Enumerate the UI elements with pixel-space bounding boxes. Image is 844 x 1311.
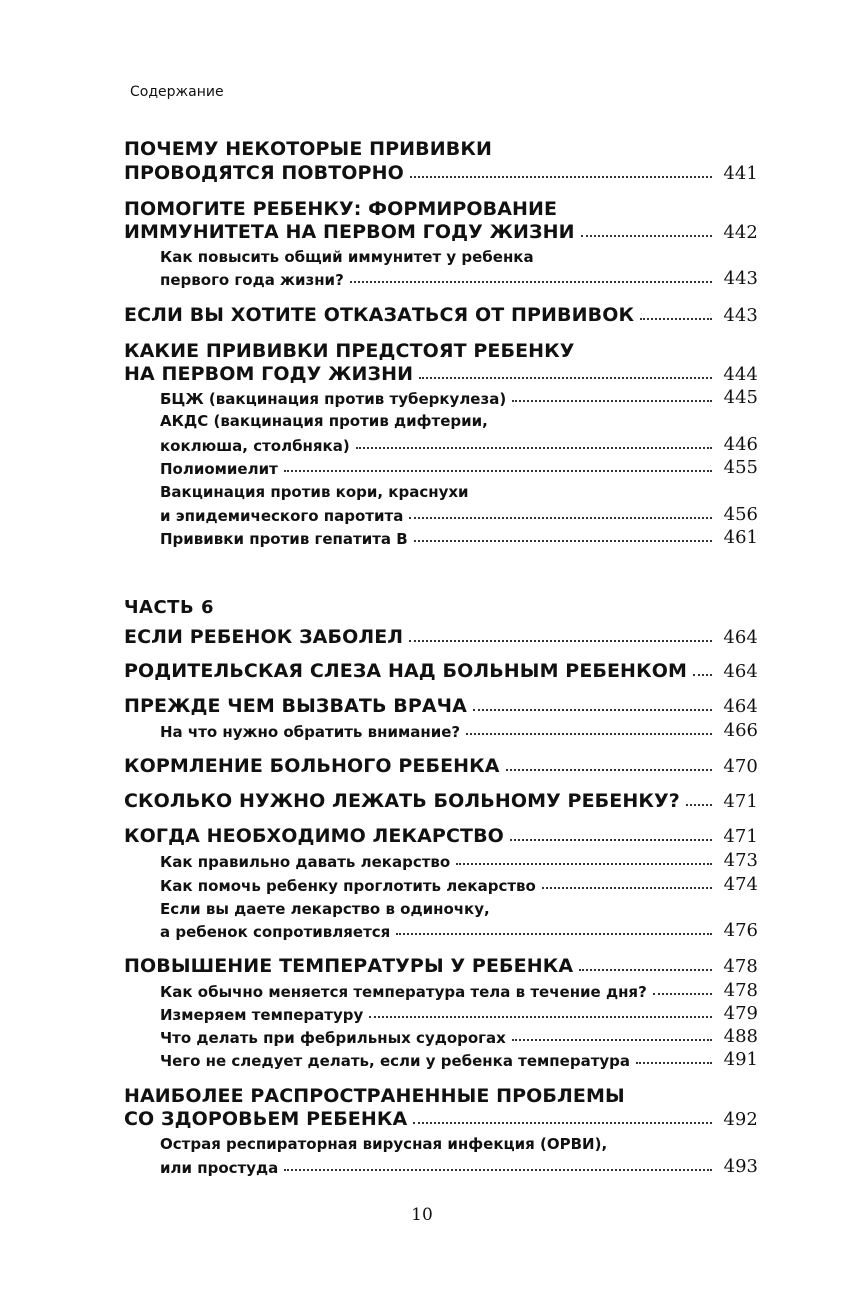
- toc-page-number: 444: [723, 364, 758, 385]
- toc-subentry[interactable]: [160, 1049, 758, 1070]
- leader-dots: [356, 447, 712, 449]
- toc-entry[interactable]: [124, 660, 758, 682]
- leader-dots: [506, 769, 712, 771]
- toc-entry[interactable]: [124, 626, 758, 648]
- toc-subentry[interactable]: [160, 434, 758, 455]
- leader-dots: [409, 517, 712, 519]
- part-label: ЧАСТЬ 6: [124, 597, 214, 618]
- toc-page-number: 471: [723, 826, 758, 847]
- toc-entry[interactable]: [124, 162, 758, 184]
- leader-dots: [284, 1169, 712, 1171]
- toc-entry-title: ЕСЛИ РЕБЕНОК ЗАБОЛЕЛ: [124, 626, 404, 648]
- leader-dots: [419, 377, 712, 379]
- toc-page-number: 442: [723, 222, 758, 243]
- toc-subentry[interactable]: [160, 980, 758, 1001]
- toc-entry-title: ИММУНИТЕТА НА ПЕРВОМ ГОДУ ЖИЗНИ: [124, 221, 575, 243]
- leader-dots: [409, 640, 712, 642]
- toc-entry-title: ПРОВОДЯТСЯ ПОВТОРНО: [124, 162, 404, 184]
- toc-entry[interactable]: [124, 695, 758, 717]
- toc-entry[interactable]: [124, 304, 758, 326]
- toc-page-number: 464: [723, 661, 758, 682]
- toc-subentry-title: БЦЖ (вакцинация против туберкулеза): [160, 390, 507, 408]
- leader-dots: [512, 1039, 712, 1041]
- toc-entry-title: КОРМЛЕНИЕ БОЛЬНОГО РЕБЕНКА: [124, 755, 500, 777]
- leader-dots: [693, 674, 712, 676]
- leader-dots: [640, 318, 712, 320]
- toc-page-number: 492: [723, 1109, 758, 1130]
- running-head: Содержание: [130, 84, 224, 100]
- toc-page-number: 476: [723, 920, 758, 941]
- toc-page-number: 464: [723, 627, 758, 648]
- toc-page-number: 446: [723, 434, 758, 455]
- toc-subentry-title: первого года жизни?: [160, 271, 344, 289]
- toc-subentry-title: Полиомиелит: [160, 460, 278, 478]
- leader-dots: [581, 235, 712, 237]
- toc-entry-title: НАИБОЛЕЕ РАСПРОСТРАНЕННЫЕ ПРОБЛЕМЫ: [124, 1085, 625, 1107]
- leader-dots: [686, 804, 712, 806]
- toc-page-number: 488: [723, 1026, 758, 1047]
- toc-page-number: 441: [723, 163, 758, 184]
- leader-dots: [413, 1122, 712, 1124]
- leader-dots: [542, 887, 712, 889]
- leader-dots: [284, 470, 712, 472]
- leader-dots: [466, 733, 712, 735]
- leader-dots: [653, 993, 712, 995]
- leader-dots: [350, 281, 712, 283]
- toc-entry-title: НА ПЕРВОМ ГОДУ ЖИЗНИ: [124, 363, 414, 385]
- leader-dots: [369, 1016, 712, 1018]
- toc-entry-title: ЕСЛИ ВЫ ХОТИТЕ ОТКАЗАТЬСЯ ОТ ПРИВИВОК: [124, 304, 635, 326]
- toc-subentry[interactable]: [160, 850, 758, 871]
- toc-page-number: 443: [723, 268, 758, 289]
- toc-entry[interactable]: [124, 790, 758, 812]
- leader-dots: [414, 540, 712, 542]
- toc-entry-title: РОДИТЕЛЬСКАЯ СЛЕЗА НАД БОЛЬНЫМ РЕБЕНКОМ: [124, 660, 687, 682]
- toc-page-number: 478: [723, 980, 758, 1001]
- toc-page-number: 491: [723, 1049, 758, 1070]
- toc-page-number: 474: [723, 874, 758, 895]
- toc-subentry[interactable]: [160, 1156, 758, 1177]
- toc-page-number: 455: [723, 457, 758, 478]
- leader-dots: [579, 969, 712, 971]
- leader-dots: [396, 933, 712, 935]
- toc-page-number: 466: [723, 720, 758, 741]
- toc-subentry[interactable]: [160, 1026, 758, 1047]
- toc-subentry-title: Как помочь ребенку проглотить лекарство: [160, 877, 536, 895]
- toc-subentry[interactable]: [160, 457, 758, 478]
- toc-subentry-title: На что нужно обратить внимание?: [160, 723, 461, 741]
- toc-page-number: 461: [723, 527, 758, 548]
- toc-page-number: 479: [723, 1003, 758, 1024]
- toc-entry[interactable]: [124, 363, 758, 385]
- toc-subentry-title: Как повысить общий иммунитет у ребенка: [160, 248, 534, 266]
- leader-dots: [512, 400, 712, 402]
- toc-page-number: 443: [723, 305, 758, 326]
- leader-dots: [636, 1062, 712, 1064]
- toc-subentry[interactable]: [160, 268, 758, 289]
- toc-subentry-title: Острая респираторная вирусная инфекция (ОРВИ),: [160, 1135, 608, 1153]
- toc-subentry-title: АКДС (вакцинация против дифтерии,: [160, 412, 488, 430]
- toc-entry-title: КАКИЕ ПРИВИВКИ ПРЕДСТОЯТ РЕБЕНКУ: [124, 340, 575, 362]
- toc-page-number: 470: [723, 756, 758, 777]
- toc-page-number: 445: [723, 387, 758, 408]
- toc-page-number: 471: [723, 791, 758, 812]
- toc-subentry[interactable]: [160, 387, 758, 408]
- toc-subentry-title: Если вы даете лекарство в одиночку,: [160, 900, 490, 918]
- toc-entry-title: СКОЛЬКО НУЖНО ЛЕЖАТЬ БОЛЬНОМУ РЕБЕНКУ?: [124, 790, 680, 812]
- toc-subentry-title: Чего не следует делать, если у ребенка температура: [160, 1052, 631, 1070]
- toc-page-number: 493: [723, 1156, 758, 1177]
- toc-subentry[interactable]: [160, 874, 758, 895]
- toc-entry[interactable]: [124, 825, 758, 847]
- toc-subentry-title: Прививки против гепатита В: [160, 530, 408, 548]
- toc-subentry[interactable]: [160, 920, 758, 941]
- leader-dots: [510, 839, 712, 841]
- toc-entry-title: ПРЕЖДЕ ЧЕМ ВЫЗВАТЬ ВРАЧА: [124, 695, 467, 717]
- toc-entry-title: ПОВЫШЕНИЕ ТЕМПЕРАТУРЫ У РЕБЕНКА: [124, 955, 574, 977]
- toc-entry-title: ПОМОГИТЕ РЕБЕНКУ: ФОРМИРОВАНИЕ: [124, 198, 558, 220]
- leader-dots: [410, 176, 712, 178]
- toc-entry-title: КОГДА НЕОБХОДИМО ЛЕКАРСТВО: [124, 825, 504, 847]
- toc-subentry-title: а ребенок сопротивляется: [160, 923, 391, 941]
- toc-subentry-title: или простуда: [160, 1159, 279, 1177]
- toc-page-number: 464: [723, 696, 758, 717]
- toc-subentry-title: Измеряем температуру: [160, 1006, 364, 1024]
- toc-subentry[interactable]: [160, 720, 758, 741]
- toc-entry[interactable]: [124, 955, 758, 977]
- leader-dots: [456, 863, 712, 865]
- toc-subentry-title: и эпидемического паротита: [160, 507, 404, 525]
- toc-page-number: 456: [723, 504, 758, 525]
- toc-subentry[interactable]: [160, 504, 758, 525]
- toc-entry[interactable]: [124, 1108, 758, 1130]
- toc-page-number: 473: [723, 850, 758, 871]
- page-number: 10: [411, 1205, 433, 1225]
- toc-subentry-title: Вакцинация против кори, краснухи: [160, 483, 469, 501]
- toc-entry[interactable]: [124, 221, 758, 243]
- toc-subentry-title: Как обычно меняется температура тела в течение дня?: [160, 983, 647, 1001]
- toc-entry-title: ПОЧЕМУ НЕКОТОРЫЕ ПРИВИВКИ: [124, 138, 492, 160]
- toc-subentry-title: Как правильно давать лекарство: [160, 853, 451, 871]
- leader-dots: [473, 709, 712, 711]
- toc-entry[interactable]: [124, 755, 758, 777]
- toc-page-number: 478: [723, 956, 758, 977]
- toc-subentry[interactable]: [160, 527, 758, 548]
- toc-subentry[interactable]: [160, 1003, 758, 1024]
- toc-entry-title: СО ЗДОРОВЬЕМ РЕБЕНКА: [124, 1108, 408, 1130]
- toc-subentry-title: Что делать при фебрильных судорогах: [160, 1029, 506, 1047]
- toc-subentry-title: коклюша, столбняка): [160, 437, 350, 455]
